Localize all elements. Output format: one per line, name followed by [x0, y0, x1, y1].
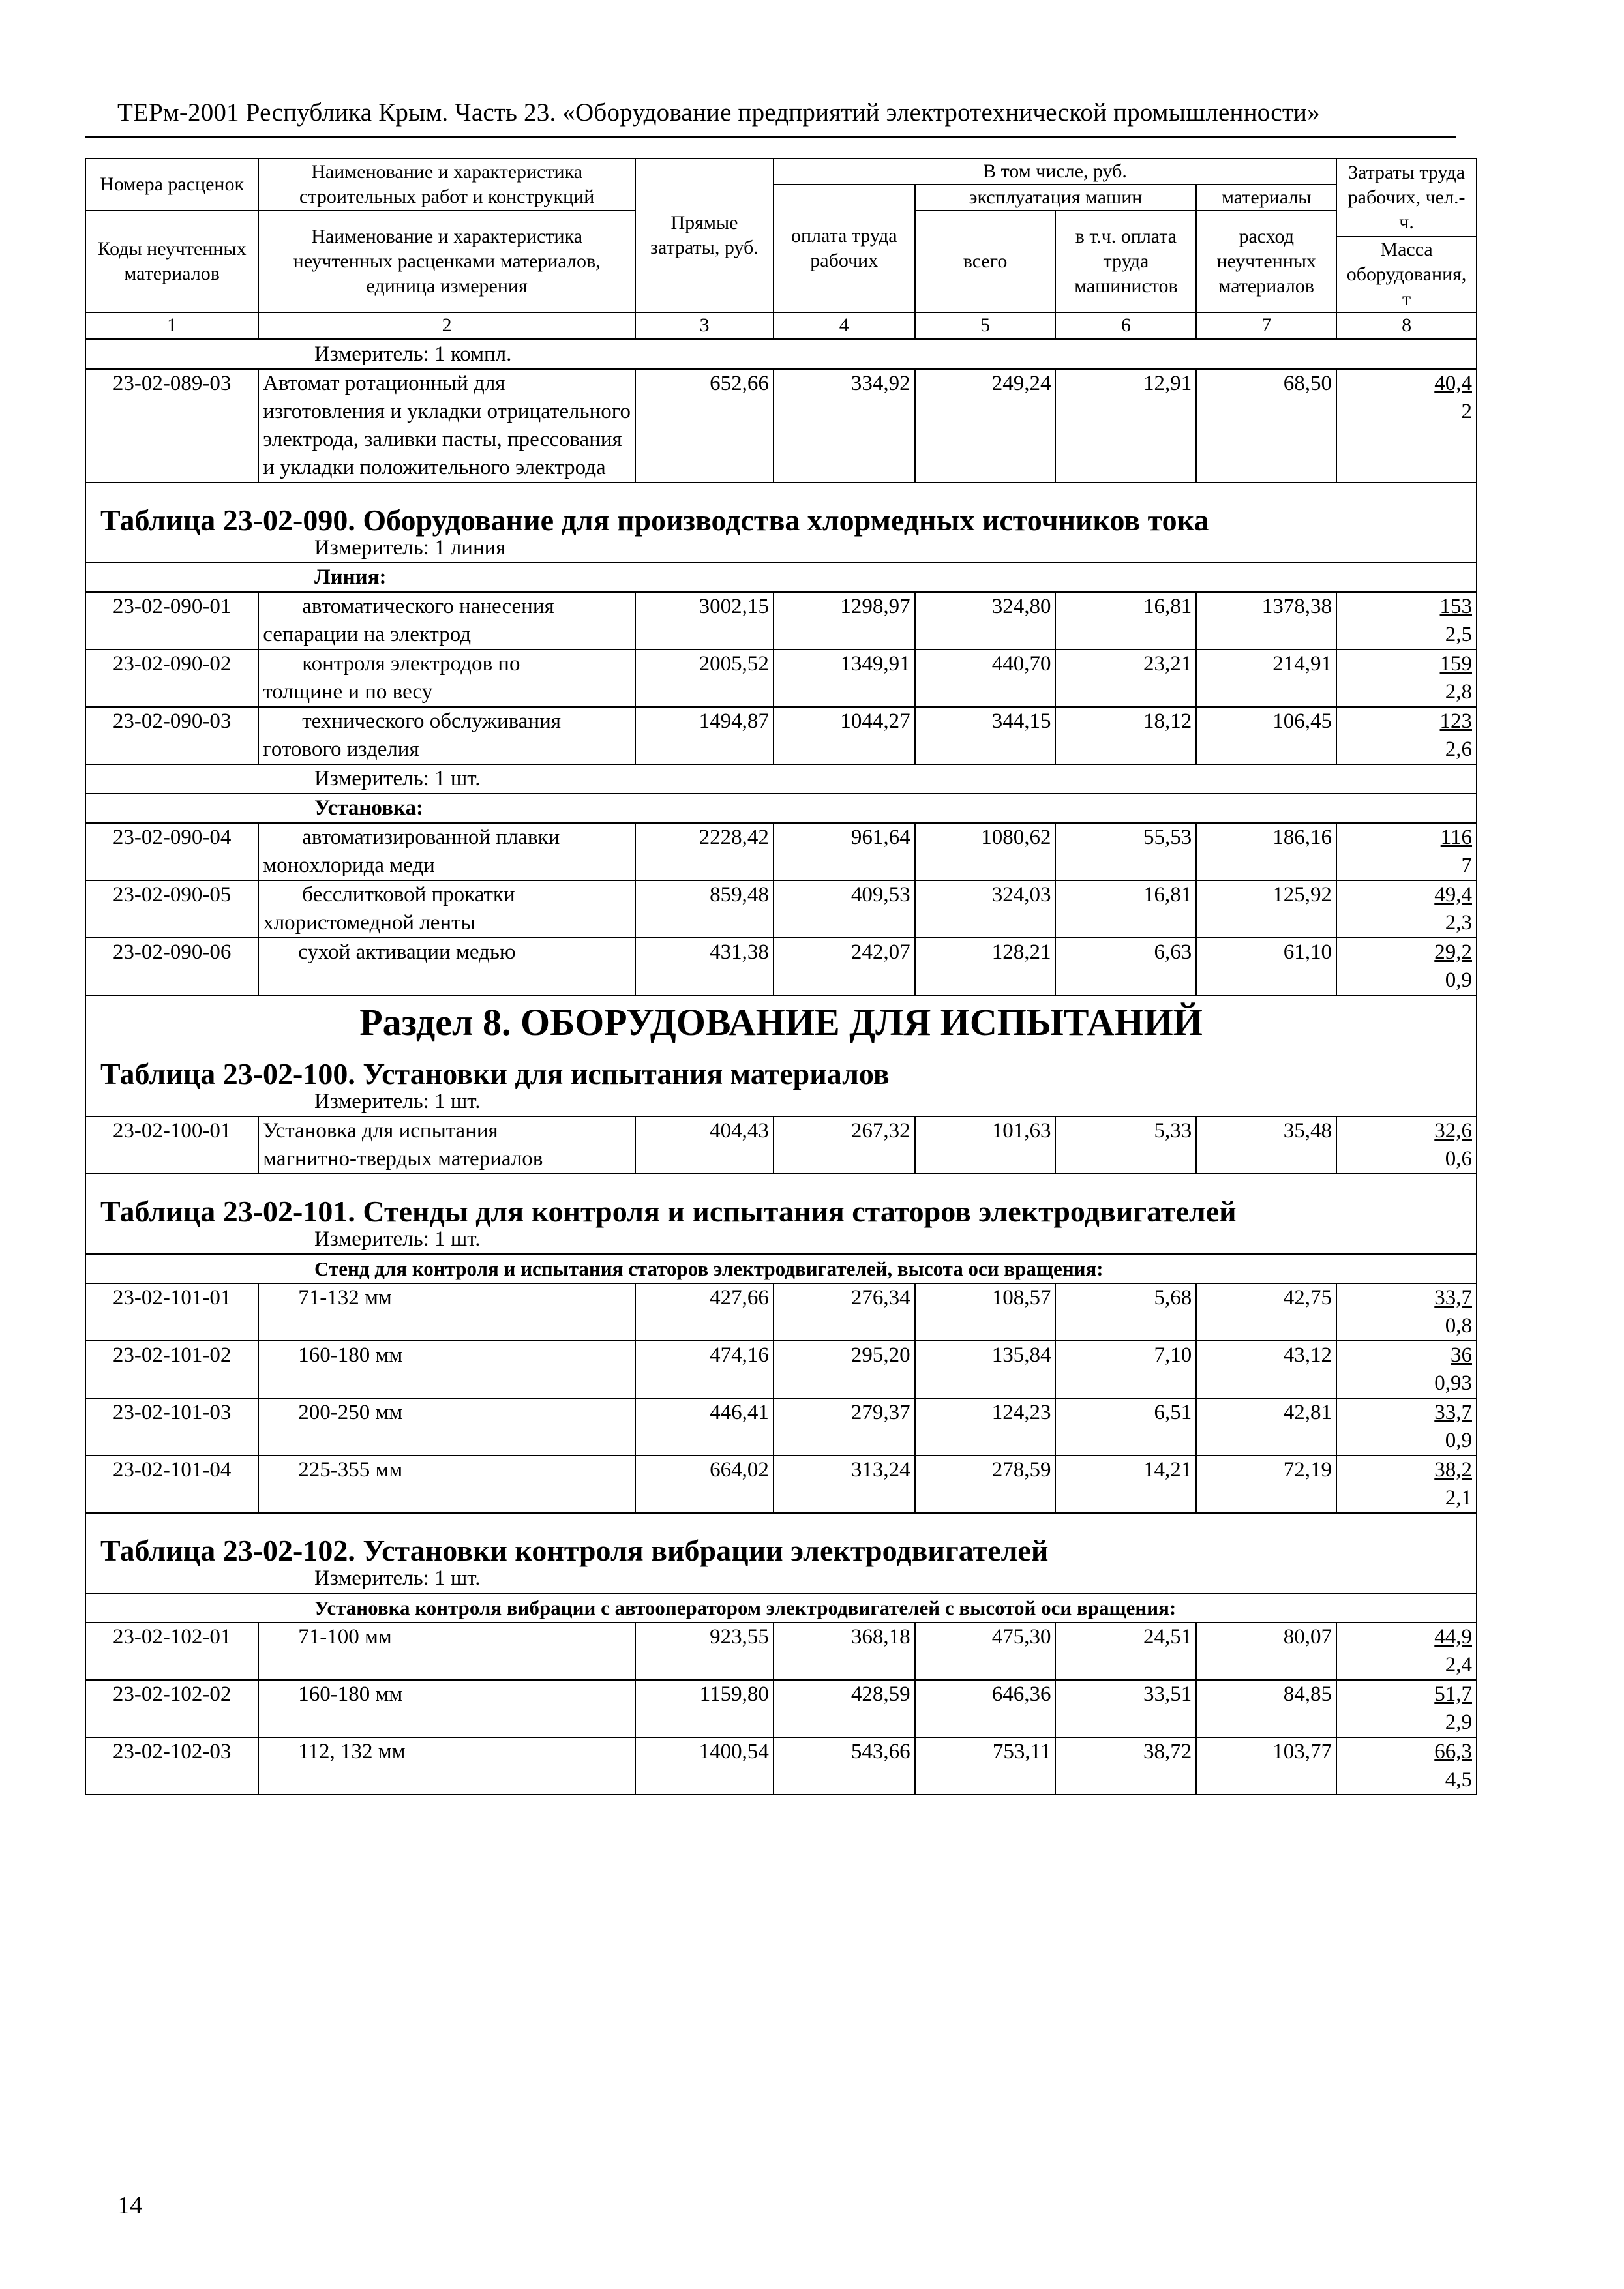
cell-labor: 33,7 [1434, 1286, 1472, 1309]
rate-name [258, 650, 635, 707]
hdr-including: В том числе, руб. [774, 158, 1336, 185]
cell-labor: 51,7 [1434, 1683, 1472, 1706]
spacer [85, 1174, 1477, 1197]
cell-mass: 2 [1461, 400, 1472, 423]
cell-machines: 128,21 [915, 938, 1056, 995]
cell-machines: 124,23 [915, 1398, 1056, 1456]
cell-mass: 2,3 [1445, 911, 1472, 935]
table-row [85, 823, 1477, 880]
hdr-total: всего [915, 211, 1056, 312]
cell-materials: 106,45 [1196, 707, 1336, 764]
rate-code: 23-02-089-03 [85, 369, 258, 483]
cell-direct: 923,55 [635, 1623, 774, 1680]
rate-name-line1: автоматизированной плавки [302, 826, 560, 849]
cell-labor: 153 [1439, 595, 1472, 618]
rate-code: 23-02-100-01 [85, 1116, 258, 1174]
cell-operator: 55,53 [1055, 823, 1196, 880]
rate-code: 23-02-101-03 [85, 1398, 258, 1456]
cell-mass: 2,6 [1445, 738, 1472, 761]
cell-materials: 35,48 [1196, 1116, 1336, 1174]
table-row [85, 369, 1477, 483]
page-number: 14 [117, 2192, 142, 2219]
hdr-labor: Затраты труда рабочих, чел.-ч. [1336, 158, 1477, 237]
cell-wage: 267,32 [774, 1116, 915, 1174]
measure-label: Измеритель: 1 шт. [85, 764, 1477, 794]
cell-wage: 242,07 [774, 938, 915, 995]
measure-label: Измеритель: 1 шт. [85, 1564, 1477, 1593]
table-title: Таблица 23-02-101. Стенды для контроля и испытания статоров электродвигателей [85, 1197, 1477, 1225]
measure-label: Измеритель: 1 линия [85, 534, 1477, 563]
cell-machines: 324,03 [915, 880, 1056, 938]
rate-name: 160-180 мм [258, 1341, 635, 1398]
cell-wage: 428,59 [774, 1680, 915, 1737]
cell-machines: 344,15 [915, 707, 1056, 764]
cell-labor: 49,4 [1434, 883, 1472, 906]
table-title: Таблица 23-02-100. Установки для испытания материалов [85, 1060, 1477, 1088]
cell-operator: 5,33 [1055, 1116, 1196, 1174]
rate-name [258, 1116, 635, 1174]
table-row [85, 1623, 1477, 1680]
cell-direct: 3002,15 [635, 592, 774, 650]
cell-operator: 7,10 [1055, 1341, 1196, 1398]
table-row [85, 880, 1477, 938]
rate-code: 23-02-090-06 [85, 938, 258, 995]
table-row [85, 938, 1477, 995]
cell-mass: 2,8 [1445, 680, 1472, 704]
cell-direct: 652,66 [635, 369, 774, 483]
col-num: 4 [774, 312, 915, 338]
cell-machines: 249,24 [915, 369, 1056, 483]
rate-name-line1: Установка для испытания [263, 1119, 498, 1143]
table-title: Таблица 23-02-102. Установки контроля вибрации электродвигателей [85, 1536, 1477, 1564]
rate-code: 23-02-102-02 [85, 1680, 258, 1737]
cell-labor: 40,4 [1434, 372, 1472, 395]
cell-operator: 38,72 [1055, 1737, 1196, 1795]
rate-name-line1: контроля электродов по [302, 652, 520, 676]
measure-label: Измеритель: 1 шт. [85, 1225, 1477, 1254]
cell-machines: 278,59 [915, 1456, 1056, 1513]
rate-name: Автомат ротационный для изготовления и укладки отрицательного электрода, заливки пасты, прессования и укладки положительного электрода [258, 369, 635, 483]
cell-mass: 2,1 [1445, 1486, 1472, 1510]
rate-code: 23-02-090-05 [85, 880, 258, 938]
table-row [85, 592, 1477, 650]
cell-mass: 2,4 [1445, 1653, 1472, 1677]
spacer [85, 1513, 1477, 1536]
hdr-machines: эксплуатация машин [915, 185, 1197, 211]
cell-operator: 16,81 [1055, 592, 1196, 650]
cell-operator: 6,51 [1055, 1398, 1196, 1456]
hdr-name: Наименование и характеристика строительных работ и конструкций [258, 158, 635, 211]
header-rule [85, 136, 1456, 138]
col-num: 3 [635, 312, 774, 338]
cell-operator: 33,51 [1055, 1680, 1196, 1737]
rate-name-line2: магнитно-твердых материалов [263, 1147, 543, 1171]
rate-name-line1: бесслитковой прокатки [302, 883, 515, 906]
cell-wage: 279,37 [774, 1398, 915, 1456]
rate-code: 23-02-090-02 [85, 650, 258, 707]
cell-materials: 72,19 [1196, 1456, 1336, 1513]
col-num: 8 [1336, 312, 1477, 338]
rate-name [258, 823, 635, 880]
cell-operator: 12,91 [1055, 369, 1196, 483]
cell-direct: 1400,54 [635, 1737, 774, 1795]
table-row [85, 1116, 1477, 1174]
cell-machines: 1080,62 [915, 823, 1056, 880]
rate-name-line2: хлористомедной ленты [263, 911, 475, 935]
rate-name-line1: технического обслуживания [302, 710, 561, 733]
cell-wage: 1298,97 [774, 592, 915, 650]
rate-name: 71-100 мм [258, 1623, 635, 1680]
table-row [85, 1456, 1477, 1513]
hdr-operator-wage: в т.ч. оплата труда машинистов [1055, 211, 1196, 312]
cell-materials: 43,12 [1196, 1341, 1336, 1398]
hdr-material-use: расход неучтенных материалов [1196, 211, 1336, 312]
cell-mass: 2,9 [1445, 1711, 1472, 1734]
cell-materials: 125,92 [1196, 880, 1336, 938]
table-row [85, 1680, 1477, 1737]
rate-code: 23-02-101-01 [85, 1283, 258, 1341]
cell-mass: 0,8 [1445, 1314, 1472, 1338]
cell-operator: 14,21 [1055, 1456, 1196, 1513]
rate-name-line2: сепарации на электрод [263, 623, 472, 646]
cell-operator: 23,21 [1055, 650, 1196, 707]
cell-mass: 7 [1461, 854, 1472, 877]
hdr-direct: Прямые затраты, руб. [635, 158, 774, 312]
hdr-unaccounted-name: Наименование и характеристика неучтенных расценками материалов, единица измерения [258, 211, 635, 312]
group-label: Установка: [85, 794, 1477, 823]
cell-wage: 409,53 [774, 880, 915, 938]
cell-wage: 1349,91 [774, 650, 915, 707]
cell-operator: 16,81 [1055, 880, 1196, 938]
cell-materials: 80,07 [1196, 1623, 1336, 1680]
rate-name: 225-355 мм [258, 1456, 635, 1513]
cell-wage: 543,66 [774, 1737, 915, 1795]
cell-mass: 0,93 [1434, 1371, 1472, 1395]
cell-materials: 68,50 [1196, 369, 1336, 483]
cell-direct: 2005,52 [635, 650, 774, 707]
section-title: Раздел 8. ОБОРУДОВАНИЕ ДЛЯ ИСПЫТАНИЙ [85, 1008, 1477, 1036]
cell-mass: 4,5 [1445, 1768, 1472, 1791]
col-num: 1 [85, 312, 258, 338]
cell-direct: 427,66 [635, 1283, 774, 1341]
group-label: Установка контроля вибрации с автооператором электродвигателей с высотой оси вращения: [85, 1593, 1477, 1623]
cell-labor: 29,2 [1434, 940, 1472, 964]
cell-direct: 859,48 [635, 880, 774, 938]
rate-code: 23-02-090-03 [85, 707, 258, 764]
cell-materials: 42,81 [1196, 1398, 1336, 1456]
col-num: 5 [915, 312, 1056, 338]
cell-labor: 66,3 [1434, 1740, 1472, 1763]
cell-mass: 0,6 [1445, 1147, 1472, 1171]
cell-materials: 186,16 [1196, 823, 1336, 880]
cell-wage: 295,20 [774, 1341, 915, 1398]
cell-wage: 276,34 [774, 1283, 915, 1341]
table-row [85, 1737, 1477, 1795]
rate-name-line2: толщине и по весу [263, 680, 433, 704]
rate-name: сухой активации медью [258, 938, 635, 995]
cell-operator: 18,12 [1055, 707, 1196, 764]
cell-wage: 961,64 [774, 823, 915, 880]
hdr-materials: материалы [1196, 185, 1336, 211]
col-num: 6 [1055, 312, 1196, 338]
cell-machines: 646,36 [915, 1680, 1056, 1737]
cell-materials: 42,75 [1196, 1283, 1336, 1341]
rate-name-line2: готового изделия [263, 738, 419, 761]
rate-code: 23-02-090-01 [85, 592, 258, 650]
table-row [85, 1398, 1477, 1456]
spacer [85, 483, 1477, 506]
measure-label: Измеритель: 1 шт. [85, 1088, 1477, 1116]
hdr-wage: оплата труда рабочих [774, 185, 915, 312]
cell-labor: 36 [1451, 1343, 1472, 1367]
rate-name: 71-132 мм [258, 1283, 635, 1341]
rate-name [258, 707, 635, 764]
cell-direct: 664,02 [635, 1456, 774, 1513]
hdr-codes: Номера расценок [85, 158, 258, 211]
hdr-unaccounted-codes: Коды неучтенных материалов [85, 211, 258, 312]
cell-labor: 159 [1439, 652, 1472, 676]
cell-direct: 2228,42 [635, 823, 774, 880]
cell-materials: 84,85 [1196, 1680, 1336, 1737]
table-row [85, 650, 1477, 707]
cell-labor: 44,9 [1434, 1625, 1472, 1649]
rate-name: 200-250 мм [258, 1398, 635, 1456]
group-label: Линия: [85, 563, 1477, 592]
table-row [85, 1283, 1477, 1341]
rate-name-line2: монохлорида меди [263, 854, 435, 877]
rate-name-line1: автоматического нанесения [302, 595, 554, 618]
cell-direct: 1494,87 [635, 707, 774, 764]
cell-direct: 446,41 [635, 1398, 774, 1456]
cell-direct: 474,16 [635, 1341, 774, 1398]
cell-materials: 103,77 [1196, 1737, 1336, 1795]
cell-materials: 1378,38 [1196, 592, 1336, 650]
rate-name [258, 880, 635, 938]
measure-label: Измеритель: 1 компл. [85, 340, 1477, 369]
cell-mass: 2,5 [1445, 623, 1472, 646]
cell-direct: 1159,80 [635, 1680, 774, 1737]
cell-mass: 0,9 [1445, 968, 1472, 992]
cell-machines: 108,57 [915, 1283, 1056, 1341]
col-num: 2 [258, 312, 635, 338]
cell-wage: 334,92 [774, 369, 915, 483]
group-label: Стенд для контроля и испытания статоров электродвигателей, высота оси вращения: [85, 1254, 1477, 1283]
cell-direct: 431,38 [635, 938, 774, 995]
table-row [85, 707, 1477, 764]
cell-direct: 404,43 [635, 1116, 774, 1174]
cell-machines: 440,70 [915, 650, 1056, 707]
cell-operator: 6,63 [1055, 938, 1196, 995]
cell-machines: 753,11 [915, 1737, 1056, 1795]
rate-code: 23-02-090-04 [85, 823, 258, 880]
cell-wage: 313,24 [774, 1456, 915, 1513]
rate-code: 23-02-102-01 [85, 1623, 258, 1680]
cell-labor: 32,6 [1434, 1119, 1472, 1143]
page-header: ТЕРм-2001 Республика Крым. Часть 23. «Оборудование предприятий электротехнической промышленности» [117, 98, 1320, 127]
cell-wage: 1044,27 [774, 707, 915, 764]
cell-machines: 101,63 [915, 1116, 1056, 1174]
cell-machines: 135,84 [915, 1341, 1056, 1398]
cell-machines: 475,30 [915, 1623, 1056, 1680]
rate-code: 23-02-102-03 [85, 1737, 258, 1795]
col-num: 7 [1196, 312, 1336, 338]
column-header-table [85, 158, 1477, 339]
rate-name: 160-180 мм [258, 1680, 635, 1737]
rates-table [85, 339, 1477, 1795]
cell-operator: 24,51 [1055, 1623, 1196, 1680]
cell-materials: 61,10 [1196, 938, 1336, 995]
cell-labor: 38,2 [1434, 1458, 1472, 1482]
rate-code: 23-02-101-04 [85, 1456, 258, 1513]
cell-operator: 5,68 [1055, 1283, 1196, 1341]
cell-labor: 33,7 [1434, 1401, 1472, 1424]
table-row [85, 1341, 1477, 1398]
cell-mass: 0,9 [1445, 1429, 1472, 1452]
rate-name: 112, 132 мм [258, 1737, 635, 1795]
table-title: Таблица 23-02-090. Оборудование для производства хлормедных источников тока [85, 506, 1477, 534]
rate-code: 23-02-101-02 [85, 1341, 258, 1398]
hdr-mass: Масса оборудования, т [1336, 237, 1477, 312]
cell-machines: 324,80 [915, 592, 1056, 650]
cell-materials: 214,91 [1196, 650, 1336, 707]
cell-wage: 368,18 [774, 1623, 915, 1680]
cell-labor: 116 [1440, 826, 1472, 849]
rate-name [258, 592, 635, 650]
cell-labor: 123 [1439, 710, 1472, 733]
